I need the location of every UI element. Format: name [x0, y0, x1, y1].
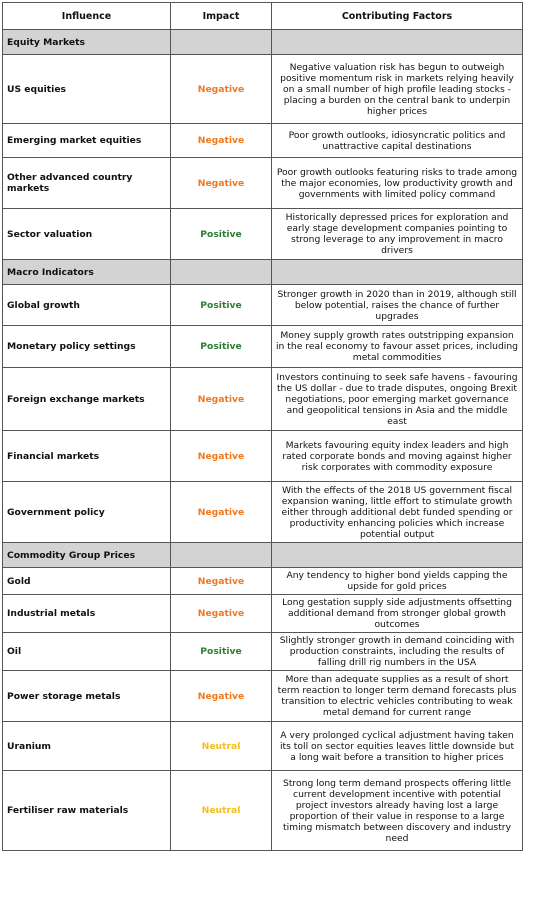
section-empty-cell	[272, 543, 523, 568]
influence-cell: Uranium	[3, 722, 171, 771]
contributing-factors-cell: Investors continuing to seek safe havens - favouring the US dollar - due to trade disputes, ongoing Brexit negotiations, poor emerging market governance and geopolitical tensions in Asia and the middle east	[272, 368, 523, 431]
impact-cell: Negative	[171, 158, 272, 209]
contributing-factors-cell: Poor growth outlooks featuring risks to trade among the major economies, low productivity growth and governments with limited policy command	[272, 158, 523, 209]
table-header-row	[3, 3, 523, 30]
section-title: Commodity Group Prices	[3, 543, 171, 568]
contributing-factors-cell: Strong long term demand prospects offering little current development incentive with potential project investors already having lost a large proportion of their value in response to a large timing mismatch between discovery and industry need	[272, 771, 523, 851]
influence-cell: Other advanced country markets	[3, 158, 171, 209]
influence-table	[2, 2, 523, 851]
impact-cell: Negative	[171, 431, 272, 482]
contributing-factors-cell: Poor growth outlooks, idiosyncratic politics and unattractive capital destinations	[272, 124, 523, 158]
impact-cell: Positive	[171, 326, 272, 368]
table-row	[3, 431, 523, 482]
section-empty-cell	[171, 260, 272, 285]
section-empty-cell	[272, 260, 523, 285]
table-row	[3, 55, 523, 124]
influence-cell: Foreign exchange markets	[3, 368, 171, 431]
impact-cell: Negative	[171, 595, 272, 633]
contributing-factors-cell: More than adequate supplies as a result of short term reaction to longer term demand forecasts plus transition to electric vehicles contributing to weak metal demand for current range	[272, 671, 523, 722]
impact-cell: Positive	[171, 285, 272, 326]
influence-cell: Gold	[3, 568, 171, 595]
influence-cell: Emerging market equities	[3, 124, 171, 158]
header-contributing-factors: Contributing Factors	[272, 3, 523, 30]
impact-cell: Positive	[171, 209, 272, 260]
influence-cell: Financial markets	[3, 431, 171, 482]
influence-cell: US equities	[3, 55, 171, 124]
table-row	[3, 209, 523, 260]
influence-cell: Sector valuation	[3, 209, 171, 260]
table-row	[3, 671, 523, 722]
contributing-factors-cell: A very prolonged cyclical adjustment having taken its toll on sector equities leaves little downside but a long wait before a transition to higher prices	[272, 722, 523, 771]
table-row	[3, 368, 523, 431]
influence-cell: Fertiliser raw materials	[3, 771, 171, 851]
table-row	[3, 771, 523, 851]
impact-cell: Negative	[171, 124, 272, 158]
section-row	[3, 543, 523, 568]
section-empty-cell	[171, 30, 272, 55]
contributing-factors-cell: Slightly stronger growth in demand coinciding with production constraints, including the results of falling drill rig numbers in the USA	[272, 633, 523, 671]
section-row	[3, 30, 523, 55]
contributing-factors-cell: Historically depressed prices for exploration and early stage development companies pointing to strong leverage to any improvement in macro drivers	[272, 209, 523, 260]
contributing-factors-cell: Money supply growth rates outstripping expansion in the real economy to favour asset prices, including metal commodities	[272, 326, 523, 368]
impact-cell: Negative	[171, 671, 272, 722]
impact-cell: Negative	[171, 482, 272, 543]
table-row	[3, 158, 523, 209]
contributing-factors-cell: Markets favouring equity index leaders and high rated corporate bonds and moving against higher risk corporates with commodity exposure	[272, 431, 523, 482]
header-impact: Impact	[171, 3, 272, 30]
section-title: Equity Markets	[3, 30, 171, 55]
influence-cell: Global growth	[3, 285, 171, 326]
impact-cell: Negative	[171, 55, 272, 124]
contributing-factors-cell: Negative valuation risk has begun to outweigh positive momentum risk in markets relying heavily on a small number of high profile leading stocks - placing a burden on the central bank to underpin higher prices	[272, 55, 523, 124]
section-row	[3, 260, 523, 285]
impact-cell: Negative	[171, 568, 272, 595]
impact-cell: Positive	[171, 633, 272, 671]
table-row	[3, 124, 523, 158]
impact-cell: Neutral	[171, 722, 272, 771]
influence-cell: Industrial metals	[3, 595, 171, 633]
section-empty-cell	[171, 543, 272, 568]
section-title: Macro Indicators	[3, 260, 171, 285]
contributing-factors-cell: With the effects of the 2018 US government fiscal expansion waning, little effort to stimulate growth either through additional debt funded spending or productivity enhancing policies which increase potential output	[272, 482, 523, 543]
table-row	[3, 568, 523, 595]
influence-cell: Oil	[3, 633, 171, 671]
table-row	[3, 326, 523, 368]
influence-cell: Government policy	[3, 482, 171, 543]
table-row	[3, 595, 523, 633]
contributing-factors-cell: Long gestation supply side adjustments offsetting additional demand from stronger global growth outcomes	[272, 595, 523, 633]
impact-cell: Negative	[171, 368, 272, 431]
table-row	[3, 482, 523, 543]
impact-cell: Neutral	[171, 771, 272, 851]
influence-cell: Power storage metals	[3, 671, 171, 722]
contributing-factors-cell: Stronger growth in 2020 than in 2019, although still below potential, raises the chance of further upgrades	[272, 285, 523, 326]
contributing-factors-cell: Any tendency to higher bond yields capping the upside for gold prices	[272, 568, 523, 595]
table-row	[3, 633, 523, 671]
table-row	[3, 285, 523, 326]
table-row	[3, 722, 523, 771]
section-empty-cell	[272, 30, 523, 55]
header-influence: Influence	[3, 3, 171, 30]
table-body	[3, 30, 523, 851]
influence-cell: Monetary policy settings	[3, 326, 171, 368]
